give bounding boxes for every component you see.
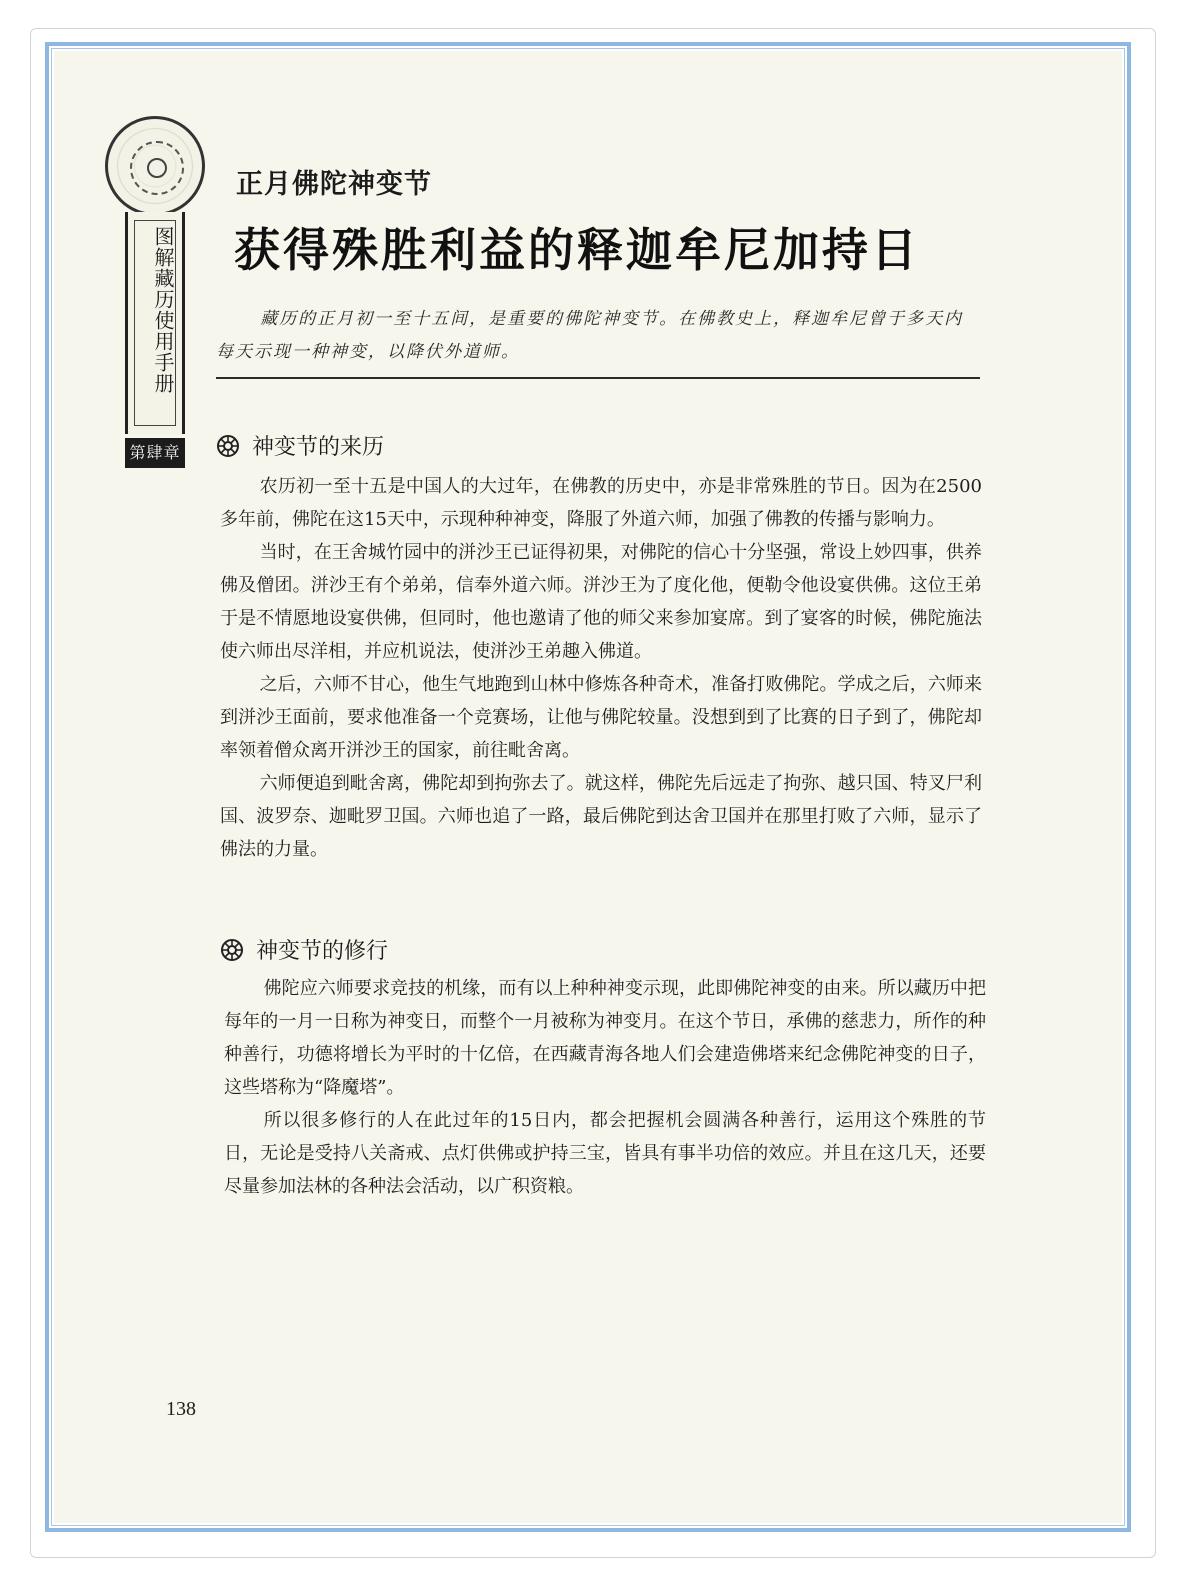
article-kicker: 正月佛陀神变节 xyxy=(236,169,432,200)
article-title: 获得殊胜利益的释迦牟尼加持日 xyxy=(234,223,920,277)
paragraph: 当时，在王舍城竹园中的洴沙王已证得初果，对佛陀的信心十分坚强，常设上妙四事，供养佛及僧团。洴沙王有个弟弟，信奉外道六师。洴沙王为了度化他，便勒令他设宴供佛。这位王弟于是不情愿地设宴供佛，但同时，他也邀请了他的师父来参加宴席。到了宴客的时候，佛陀施法使六师出尽洋相，并应机说法，使洴沙王弟趣入佛道。 xyxy=(220,542,982,662)
section-heading-practice xyxy=(220,934,388,965)
section-heading-text: 神变节的来历 xyxy=(252,435,385,460)
paragraph: 六师便追到毗舍离，佛陀却到拘弥去了。就这样，佛陀先后远走了拘弥、越只国、特叉尸利国、波罗奈、迦毗罗卫国。六师也追了一路，最后佛陀到达舍卫国并在那里打败了六师，显示了佛法的力量。 xyxy=(220,773,982,860)
paragraph: 佛陀应六师要求竞技的机缘，而有以上种种神变示现，此即佛陀神变的由来。所以藏历中把每年的一月一日称为神变日，而整个一月被称为神变月。在这个节日，承佛的慈悲力，所作的种种善行，功德将增长为平时的十亿倍，在西藏青海各地人们会建造佛塔来纪念佛陀神变的日子，这些塔称为“降魔塔”。 xyxy=(224,978,986,1098)
section-heading-origin xyxy=(216,430,384,461)
emblem-center xyxy=(147,158,167,178)
divider xyxy=(216,377,980,379)
page-number: 138 xyxy=(166,1398,196,1420)
dharma-wheel-icon xyxy=(216,434,240,458)
paragraph: 之后，六师不甘心，他生气地跑到山林中修炼各种奇术，准备打败佛陀。学成之后，六师来到洴沙王面前，要求他准备一个竞赛场，让他与佛陀较量。没想到到了比赛的日子到了，佛陀却率领着僧众离开洴沙王的国家，前往毗舍离。 xyxy=(220,674,982,761)
paragraph: 农历初一至十五是中国人的大过年，在佛教的历史中，亦是非常殊胜的节日。因为在2500多年前，佛陀在这15天中，示现种种神变，降服了外道六师，加强了佛教的传播与影响力。 xyxy=(220,476,982,530)
section-body-origin xyxy=(220,470,982,866)
chapter-tab: 第肆章 xyxy=(125,438,185,468)
intro-paragraph: 藏历的正月初一至十五间，是重要的佛陀神变节。在佛教史上，释迦牟尼曾于多天内每天示现一种神变，以降伏外道师。 xyxy=(216,309,964,362)
section-heading-text: 神变节的修行 xyxy=(256,939,389,964)
book-title-vertical: 图解藏历使用手册 xyxy=(151,226,175,394)
mandala-emblem-icon xyxy=(105,116,205,216)
section-body-practice xyxy=(224,972,986,1203)
dharma-wheel-icon xyxy=(220,938,244,962)
paragraph: 所以很多修行的人在此过年的15日内，都会把握机会圆满各种善行，运用这个殊胜的节日，无论是受持八关斋戒、点灯供佛或护持三宝，皆具有事半功倍的效应。并且在这几天，还要尽量参加法林的各种法会活动，以广积资粮。 xyxy=(224,1110,986,1197)
